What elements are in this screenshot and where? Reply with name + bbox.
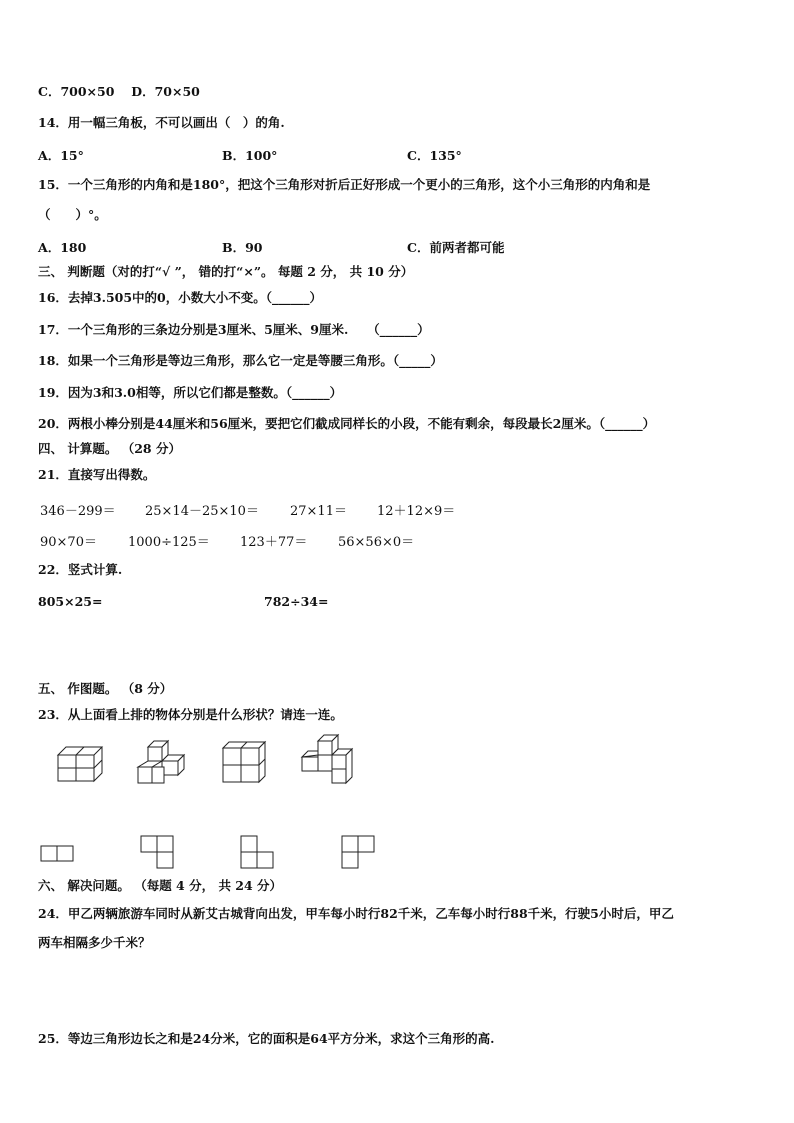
top-view-shape-2 <box>139 834 179 872</box>
question-23: 23．从上面看上排的物体分别是什么形状？请连一连。 <box>38 707 343 722</box>
section-6-heading: 六、 解决问题。 （每题 4 分， 共 24 分） <box>38 878 283 893</box>
calc-item: 25×14－25×10＝ <box>145 504 259 519</box>
question-18: 18．如果一个三角形是等边三角形，那么它一定是等腰三角形。（_____） <box>38 353 443 368</box>
question-24-cont: 两车相隔多少千米？ <box>38 935 151 950</box>
vertical-calc-item: 805×25= <box>38 594 103 609</box>
question-25: 25．等边三角形边长之和是24分米，它的面积是64平方分米，求这个三角形的高. <box>38 1031 495 1046</box>
question-16: 16．去掉3.505中的0，小数大小不变。（______） <box>38 290 322 305</box>
question-20: 20．两根小棒分别是44厘米和56厘米，要把它们截成同样长的小段，不能有剩余，每段最长2厘米。（______） <box>38 416 656 431</box>
calc-item: 27×11＝ <box>290 504 347 519</box>
question-14: 14．用一幅三角板，不可以画出（ ）的角. <box>38 115 285 130</box>
q15-option-a: A．180 <box>38 240 87 255</box>
q15-option-c: C．前两者都可能 <box>407 240 505 255</box>
question-24: 24．甲乙两辆旅游车同时从新艾古城背向出发，甲车每小时行82千米，乙车每小时行88千米，行驶5小时后，甲乙 <box>38 906 674 921</box>
q13-options-cd: C．700×50 D．70×50 <box>38 84 200 99</box>
question-19: 19．因为3和3.0相等，所以它们都是整数。（______） <box>38 385 343 400</box>
question-21: 21．直接写出得数。 <box>38 467 156 482</box>
question-15: 15．一个三角形的内角和是180°，把这个三角形对折后正好形成一个更小的三角形，这个小三角形的内角和是 <box>38 177 651 192</box>
cube-figure-3 <box>221 740 267 784</box>
calc-item: 56×56×0＝ <box>338 535 415 550</box>
calc-item: 123＋77＝ <box>240 535 308 550</box>
question-17: 17．一个三角形的三条边分别是3厘米、5厘米、9厘米. （______） <box>38 322 430 337</box>
vertical-calc-item: 782÷34= <box>264 594 329 609</box>
q14-option-b: B．100° <box>222 148 278 163</box>
q15-option-b: B．90 <box>222 240 263 255</box>
section-5-heading: 五、 作图题。 （8 分） <box>38 681 173 696</box>
question-15-blank: （ ）°。 <box>38 207 107 222</box>
top-view-shape-4 <box>340 834 380 872</box>
q14-option-c: C．135° <box>407 148 462 163</box>
top-view-shape-1 <box>40 844 76 864</box>
calc-item: 90×70＝ <box>40 535 97 550</box>
top-view-shape-3 <box>239 834 279 872</box>
calc-item: 1000÷125＝ <box>128 535 210 550</box>
section-4-heading: 四、 计算题。 （28 分） <box>38 441 181 456</box>
cube-figure-1 <box>56 745 106 785</box>
cube-figure-2 <box>136 739 188 787</box>
question-22: 22．竖式计算. <box>38 562 123 577</box>
section-3-heading: 三、 判断题（对的打“√ ”， 错的打“×”。 每题 2 分， 共 10 分） <box>38 264 414 279</box>
q14-option-a: A．15° <box>38 148 84 163</box>
cube-figure-4 <box>300 733 356 785</box>
calc-item: 346－299＝ <box>40 504 116 519</box>
calc-item: 12＋12×9＝ <box>377 504 456 519</box>
